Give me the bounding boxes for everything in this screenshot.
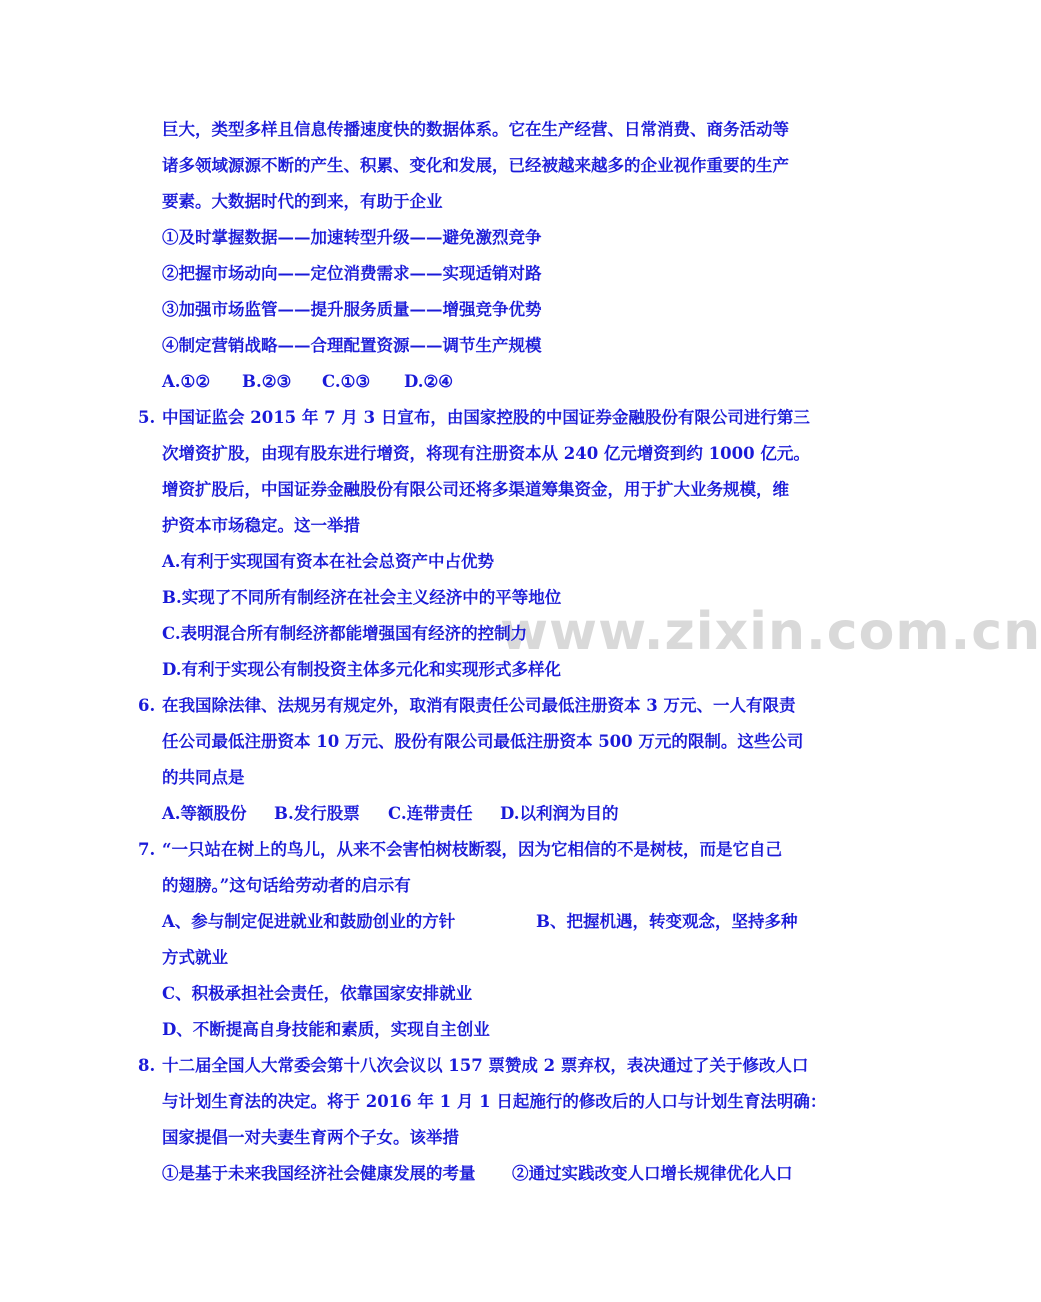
q5-stem-line-2: 次增资扩股，由现有股东进行增资，将现有注册资本从 240 亿元增资到约 1000 亿元。 [162, 444, 810, 463]
q8-option-1: ①是基于未来我国经济社会健康发展的考量 [162, 1164, 476, 1183]
q6-choice-b: B.发行股票 [274, 804, 360, 823]
q7-number: 7. [138, 840, 156, 859]
q7-stem-line-2: 的翅膀。”这句话给劳动者的启示有 [162, 876, 411, 895]
q8-stem-line-1: 十二届全国人大常委会第十八次会议以 157 票赞成 2 票弃权，表决通过了关于修改人口 [162, 1056, 809, 1075]
q4-choice-a: A.①② [162, 372, 211, 391]
q4-stem-line-2: 诸多领域源源不断的产生、积累、变化和发展，已经被越来越多的企业视作重要的生产 [162, 156, 789, 175]
q6-stem-line-1: 在我国除法律、法规另有规定外，取消有限责任公司最低注册资本 3 万元、一人有限责 [162, 696, 796, 715]
q5-stem-line-3: 增资扩股后，中国证券金融股份有限公司还将多渠道筹集资金，用于扩大业务规模，维 [162, 480, 789, 499]
q4-option-4: ④制定营销战略——合理配置资源——调节生产规模 [162, 336, 542, 355]
q5-choice-d: D.有利于实现公有制投资主体多元化和实现形式多样化 [162, 660, 561, 679]
q5-choice-c: C.表明混合所有制经济都能增强国有经济的控制力 [162, 624, 528, 643]
q6-stem-line-3: 的共同点是 [162, 768, 245, 787]
q4-option-2: ②把握市场动向——定位消费需求——实现适销对路 [162, 264, 542, 283]
q4-stem-line-1: 巨大，类型多样且信息传播速度快的数据体系。它在生产经营、日常消费、商务活动等 [162, 120, 789, 139]
q4-choice-d: D.②④ [404, 372, 454, 391]
q8-stem-line-2: 与计划生育法的决定。将于 2016 年 1 月 1 日起施行的修改后的人口与计划生育法明确： [162, 1092, 827, 1111]
q7-choice-b: B、把握机遇，转变观念，坚持多种 [536, 912, 798, 931]
q7-choice-a: A、参与制定促进就业和鼓励创业的方针 [162, 912, 456, 931]
q8-option-2: ②通过实践改变人口增长规律优化人口 [512, 1164, 793, 1183]
q4-option-1: ①及时掌握数据——加速转型升级——避免激烈竞争 [162, 228, 542, 247]
q7-choice-b-continued: 方式就业 [162, 948, 228, 967]
q4-stem-line-3: 要素。大数据时代的到来，有助于企业 [162, 192, 443, 211]
q4-option-3: ③加强市场监管——提升服务质量——增强竞争优势 [162, 300, 542, 319]
q5-stem-line-1: 中国证监会 2015 年 7 月 3 日宣布，由国家控股的中国证券金融股份有限公司进行第三 [162, 408, 810, 427]
q6-choice-a: A.等额股份 [162, 804, 247, 823]
q6-number: 6. [138, 696, 156, 715]
q6-stem-line-2: 任公司最低注册资本 10 万元、股份有限公司最低注册资本 500 万元的限制。这些公司 [162, 732, 804, 751]
q5-stem-line-4: 护资本市场稳定。这一举措 [162, 516, 360, 535]
q8-number: 8. [138, 1056, 156, 1075]
q7-stem-line-1: “一只站在树上的鸟儿，从来不会害怕树枝断裂，因为它相信的不是树枝，而是它自己 [162, 840, 782, 859]
q7-choice-c: C、积极承担社会责任，依靠国家安排就业 [162, 984, 473, 1003]
q4-choice-c: C.①③ [322, 372, 371, 391]
q7-choice-d: D、不断提高自身技能和素质，实现自主创业 [162, 1020, 490, 1039]
q5-number: 5. [138, 408, 156, 427]
q5-choice-b: B.实现了不同所有制经济在社会主义经济中的平等地位 [162, 588, 562, 607]
q8-stem-line-3: 国家提倡一对夫妻生育两个子女。该举措 [162, 1128, 459, 1147]
watermark: www.zixin.com.cn [500, 602, 1041, 662]
q4-choice-b: B.②③ [242, 372, 292, 391]
q5-choice-a: A.有利于实现国有资本在社会总资产中占优势 [162, 552, 495, 571]
q6-choice-d: D.以利润为目的 [500, 804, 619, 823]
q6-choice-c: C.连带责任 [388, 804, 473, 823]
